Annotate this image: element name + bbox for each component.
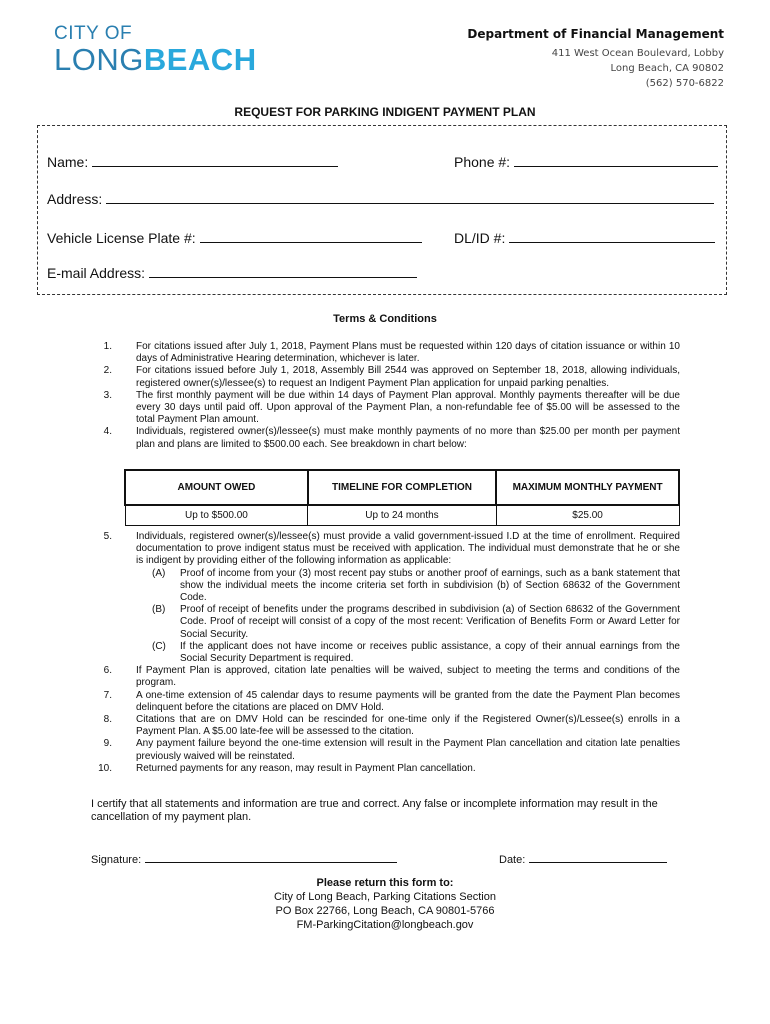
dlid-label: DL/ID #: [454, 230, 506, 246]
cell-amount-owed: Up to $500.00 [125, 505, 308, 526]
subterm-text: Proof of receipt of benefits under the programs described in subdivision (a) of Section 68632 of the Government Code. Proof of receipt will consist of a copy of the most recent: Verification of Benefits Form or Award Letter for Social Security. [180, 604, 680, 640]
table-header-row [125, 470, 679, 505]
department-address1: 411 West Ocean Boulevard, Lobby [551, 48, 724, 59]
term-number: 4. [103, 426, 112, 438]
department-address2: Long Beach, CA 90802 [610, 63, 724, 74]
term-item [90, 714, 680, 738]
applicant-info-box [37, 125, 727, 295]
date-field[interactable] [499, 851, 667, 866]
term-text: If Payment Plan is approved, citation late penalties will be waived, subject to meeting the terms and conditions of the program. [136, 665, 680, 689]
phone-line[interactable] [514, 153, 718, 167]
address-line[interactable] [106, 190, 714, 204]
term-number: 3. [103, 389, 112, 401]
logo-long: LONG [54, 42, 144, 77]
term-item [90, 690, 680, 714]
signature-label: Signature: [91, 854, 142, 866]
name-field[interactable] [47, 153, 338, 170]
term-text: Individuals, registered owner(s)/lessee(s) must provide a valid government-issued I.D at the time of enrollment. Required documentation to prove indigent status must be received with application. The individual must demonstrate that he or she is indigent by providing either of the following information as applicable: [136, 531, 680, 567]
term-text: A one-time extension of 45 calendar days to resume payments will be granted from the date the Payment Plan becomes delinquent before the citations are placed on DMV Hold. [136, 689, 680, 713]
subterm-letter: (C) [152, 640, 166, 652]
cell-max-payment: $25.00 [496, 505, 679, 526]
subterm-letter: (B) [152, 604, 166, 616]
phone-field[interactable] [454, 153, 718, 170]
subterm-text: If the applicant does not have income or receives public assistance, a copy of their annual earnings from the Social Security Department is required. [180, 640, 680, 665]
signature-line[interactable] [145, 851, 397, 863]
address-label: Address: [47, 191, 103, 207]
phone-label: Phone #: [454, 154, 511, 170]
logo-beach: BEACH [143, 42, 257, 77]
header-max-payment: MAXIMUM MONTHLY PAYMENT [496, 470, 679, 505]
term-item [90, 763, 680, 775]
dlid-field[interactable] [454, 229, 715, 246]
name-label: Name: [47, 154, 89, 170]
logo-long-beach [54, 44, 257, 76]
email-line[interactable] [149, 264, 417, 278]
term-number: 9. [103, 738, 112, 750]
term-number: 7. [103, 689, 112, 701]
term-number: 1. [103, 341, 112, 352]
term-item [90, 365, 680, 389]
return-email: FM-ParkingCitation@longbeach.gov [296, 919, 474, 931]
term-text: Citations that are on DMV Hold can be rescinded for one-time only if the Registered Owner(s)/Lessee(s) enrolls in a Payment Plan. A $5.00 late-fee will be assessed to the citation. [136, 714, 680, 738]
terms-list-continued [90, 531, 680, 775]
term-text: Returned payments for any reason, may result in Payment Plan cancellation. [136, 762, 476, 774]
certification-statement: I certify that all statements and information are true and correct. Any false or incomplete information may result in the cancellation of my payment plan. [91, 798, 658, 823]
term-number: 6. [103, 665, 112, 677]
term-number: 2. [103, 365, 112, 377]
subterm-text: Proof of income from your (3) most recent pay stubs or another proof of earnings, such as a bank statement that show the individual meets the income criteria set forth in subdivision (b) of Section 68632 of the Government Code. [180, 567, 680, 604]
term-item [90, 531, 680, 568]
plate-label: Vehicle License Plate #: [47, 230, 196, 246]
department-title: Department of Financial Management [467, 27, 724, 41]
term-text: For citations issued before July 1, 2018, Assembly Bill 2544 was approved on September 18, 2018, allowing individuals, registered owner(s)/lessee(s) to request an Indigent Payment Plan application for unpaid parking penalties. [136, 365, 680, 389]
return-heading: Please return this form to: [316, 877, 454, 889]
department-header [467, 27, 724, 91]
term-number: 10. [98, 762, 112, 774]
email-label: E-mail Address: [47, 265, 146, 281]
table-row [125, 505, 679, 526]
email-field[interactable] [47, 264, 417, 281]
term-text: Individuals, registered owner(s)/lessee(s) must make monthly payments of no more than $25.00 per month per payment plan and plans are limited to $500.00 each. See breakdown in chart below: [136, 426, 680, 450]
return-address [0, 876, 770, 932]
subterm-item [152, 604, 680, 641]
term-text: Any payment failure beyond the one-time extension will result in the Payment Plan cancellation and citation late penalties previously waived will be reinstated. [136, 738, 680, 762]
department-phone: (562) 570-6822 [645, 78, 724, 89]
address-field[interactable] [47, 190, 714, 207]
terms-list [90, 341, 680, 451]
term-item [90, 426, 680, 450]
dlid-line[interactable] [509, 229, 715, 243]
subterm-item [152, 641, 680, 665]
city-logo [54, 24, 257, 76]
payment-plan-table [124, 469, 680, 526]
subterm-letter: (A) [152, 567, 166, 579]
terms-title: Terms & Conditions [333, 313, 437, 325]
name-line[interactable] [92, 153, 338, 167]
plate-field[interactable] [47, 229, 422, 246]
subterm-item [152, 568, 680, 605]
term-item [90, 341, 680, 365]
date-label: Date: [499, 854, 526, 866]
term-item [90, 738, 680, 762]
date-line[interactable] [529, 851, 667, 863]
term-text: For citations issued after July 1, 2018, Payment Plans must be requested within 120 days of citation issuance or within 10 days of Administrative Hearing determination, whichever is later. [136, 341, 680, 365]
signature-field[interactable] [91, 851, 397, 866]
return-line2: PO Box 22766, Long Beach, CA 90801-5766 [275, 905, 495, 917]
cell-timeline: Up to 24 months [308, 505, 496, 526]
term-number: 5. [103, 531, 112, 542]
term-item [90, 390, 680, 427]
form-title: REQUEST FOR PARKING INDIGENT PAYMENT PLAN [234, 105, 536, 119]
term-item [90, 665, 680, 689]
term-text: The first monthly payment will be due within 14 days of Payment Plan approval. Monthly payments thereafter will be due every 30 days until paid off. Upon approval of the Payment Plan, a non-refundable fee of $5.00 will be assessed to the total Payment Plan amount. [136, 389, 680, 426]
header-timeline: TIMELINE FOR COMPLETION [308, 470, 496, 505]
return-line1: City of Long Beach, Parking Citations Section [274, 891, 496, 903]
plate-line[interactable] [200, 229, 422, 243]
logo-city-of: CITY OF [54, 23, 133, 44]
header-amount-owed: AMOUNT OWED [125, 470, 308, 505]
term-number: 8. [103, 714, 112, 726]
